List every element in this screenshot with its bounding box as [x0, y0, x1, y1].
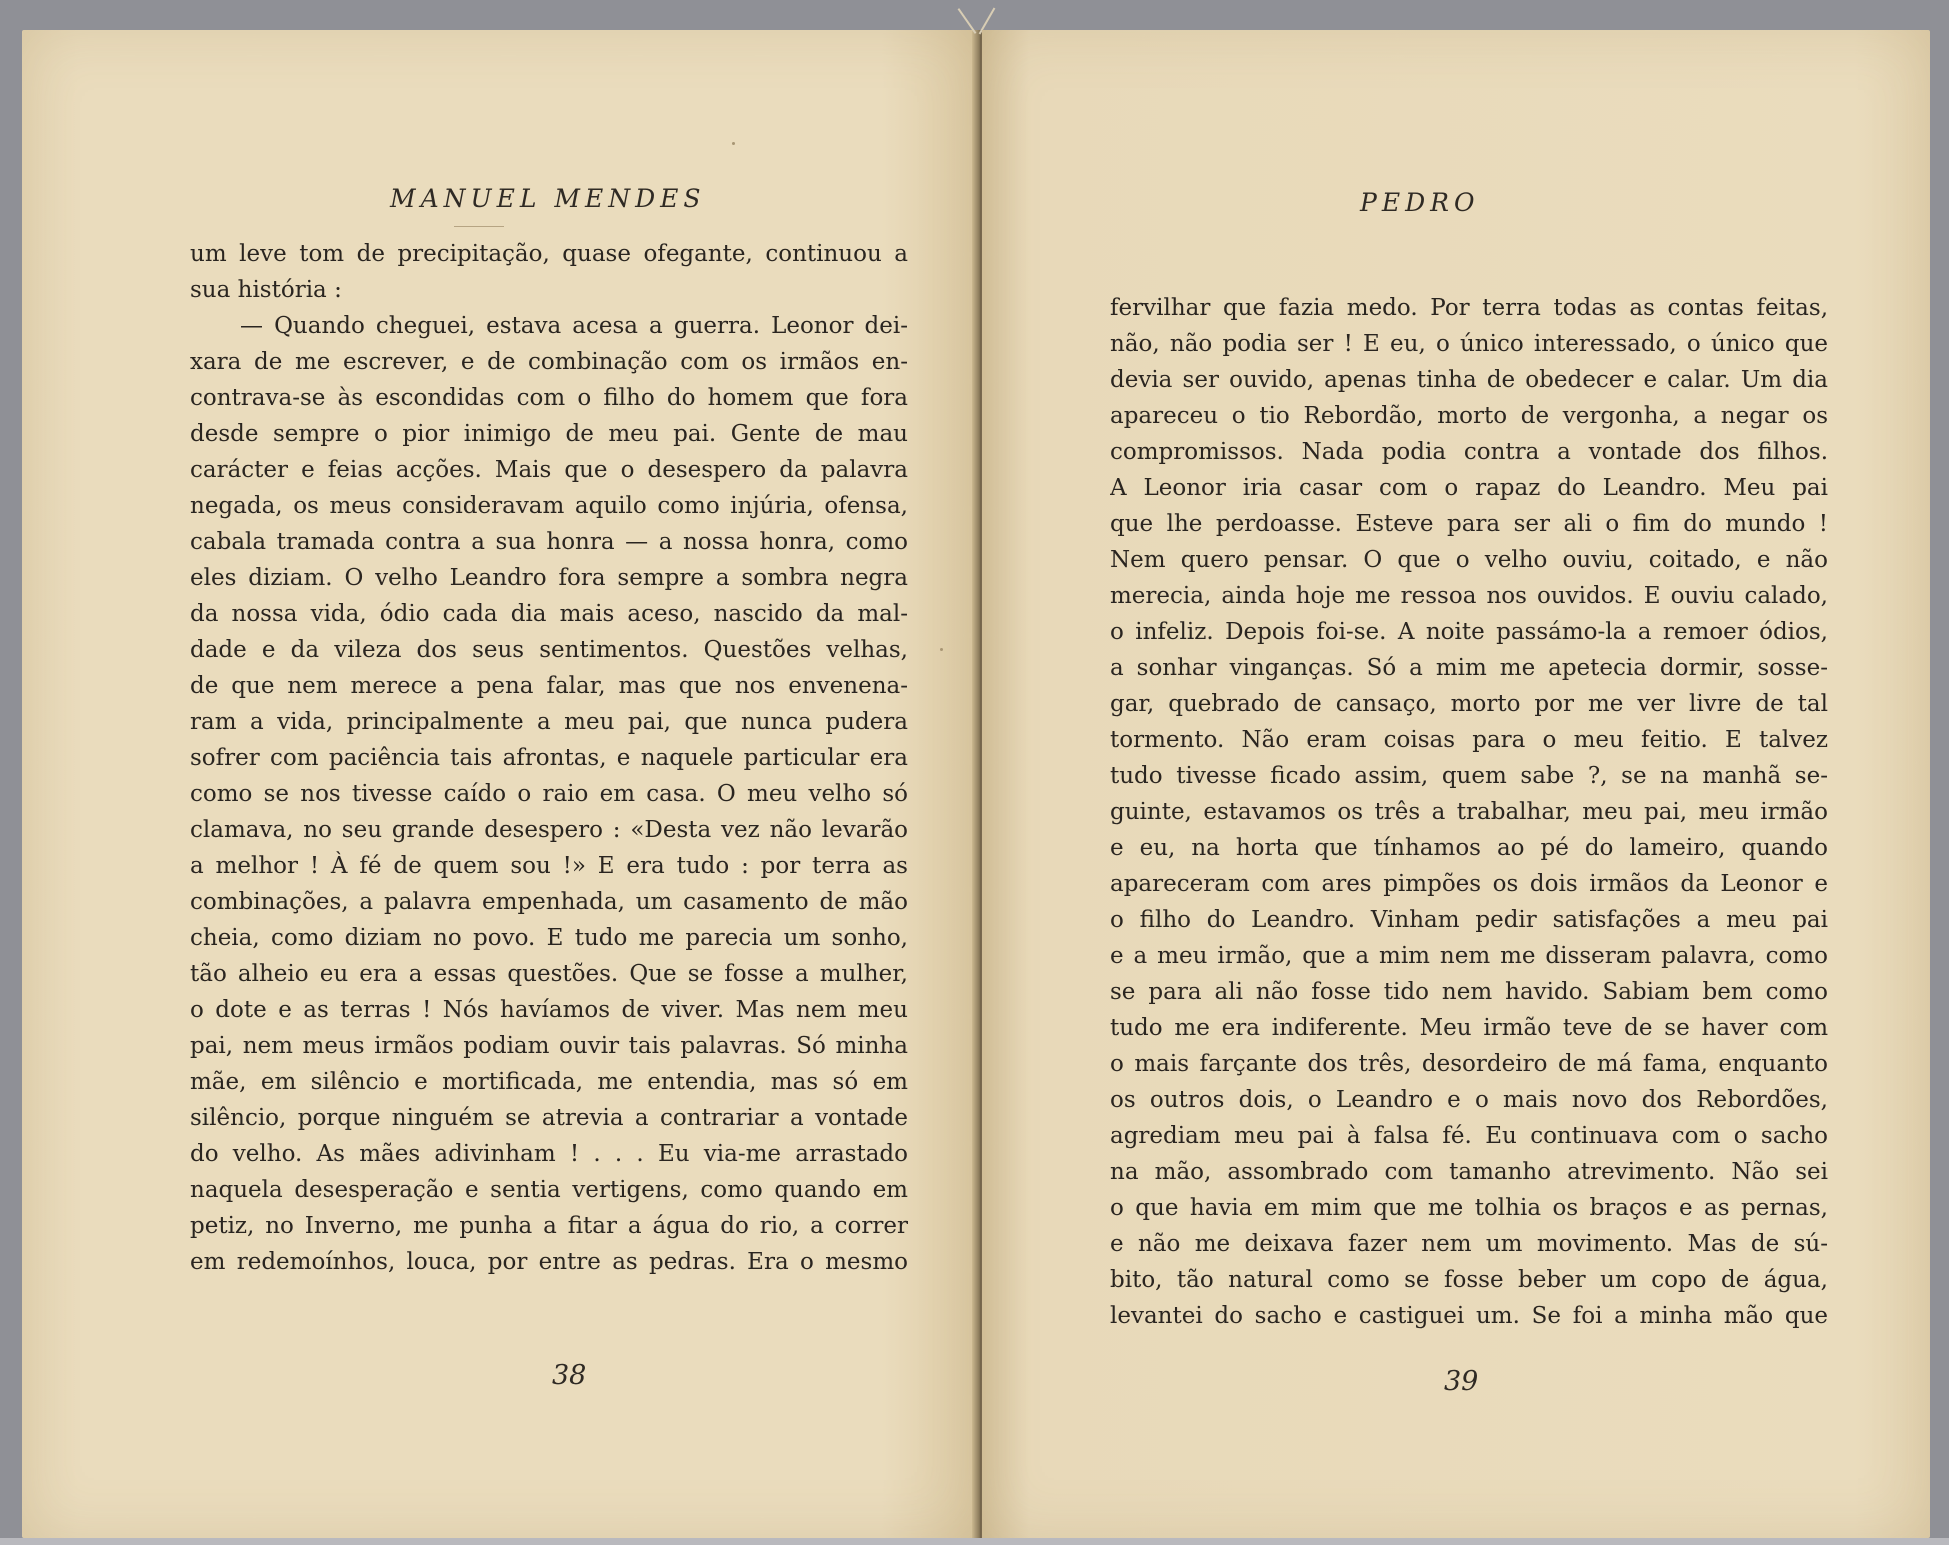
text-line: petiz, no Inverno, me punha a fitar a água do rio, a correr: [190, 1213, 908, 1239]
text-line: se para ali não fosse tido nem havido. Sabiam bem como: [1110, 979, 1828, 1005]
text-line: o dote e as terras ! Nós havíamos de viver. Mas nem meu: [190, 997, 908, 1023]
text-line: um leve tom de precipitação, quase ofegante, continuou a: [190, 241, 908, 267]
text-line: xara de me escrever, e de combinação com os irmãos en-: [190, 349, 908, 375]
text-line: em redemoínhos, louca, por entre as pedras. Era o mesmo: [190, 1249, 908, 1275]
text-line: mãe, em silêncio e mortificada, me entendia, mas só em: [190, 1069, 908, 1095]
text-line: merecia, ainda hoje me ressoa nos ouvidos. E ouviu calado,: [1110, 583, 1828, 609]
text-line: devia ser ouvido, apenas tinha de obedecer e calar. Um dia: [1110, 367, 1828, 393]
text-line: pai, nem meus irmãos podiam ouvir tais palavras. Só minha: [190, 1033, 908, 1059]
text-line: como se nos tivesse caído o raio em casa. O meu velho só: [190, 781, 908, 807]
text-line: da nossa vida, ódio cada dia mais aceso, nascido da mal-: [190, 601, 908, 627]
text-line: do velho. As mães adivinham ! . . . Eu via-me arrastado: [190, 1141, 908, 1167]
left-page-text: [190, 236, 908, 1280]
left-page: [22, 30, 977, 1538]
text-line: Nem quero pensar. O que o velho ouviu, coitado, e não: [1110, 547, 1828, 573]
head-rule: [454, 226, 504, 227]
text-line: gar, quebrado de cansaço, morto por me ver livre de tal: [1110, 691, 1828, 717]
text-line: o filho do Leandro. Vinham pedir satisfações a meu pai: [1110, 907, 1828, 933]
text-line: e não me deixava fazer nem um movimento. Mas de sú-: [1110, 1231, 1828, 1257]
text-line: clamava, no seu grande desespero : «Desta vez não levarão: [190, 817, 908, 843]
paper-speck: [732, 142, 735, 145]
text-line: — Quando cheguei, estava acesa a guerra. Leonor dei-: [240, 313, 908, 339]
text-line: eles diziam. O velho Leandro fora sempre a sombra negra: [190, 565, 908, 591]
text-line: que lhe perdoasse. Esteve para ser ali o fim do mundo !: [1110, 511, 1828, 537]
text-line: cheia, como diziam no povo. E tudo me parecia um sonho,: [190, 925, 908, 951]
text-line: e a meu irmão, que a mim nem me disseram palavra, como: [1110, 943, 1828, 969]
text-line: agrediam meu pai à falsa fé. Eu continuava com o sacho: [1110, 1123, 1828, 1149]
scanner-bed-edge: [0, 1538, 1949, 1545]
text-line: a sonhar vinganças. Só a mim me apetecia dormir, sosse-: [1110, 655, 1828, 681]
right-page-text: [1110, 290, 1828, 1334]
text-line: o que havia em mim que me tolhia os braços e as pernas,: [1110, 1195, 1828, 1221]
right-page: [982, 30, 1930, 1538]
text-line: desde sempre o pior inimigo de meu pai. Gente de mau: [190, 421, 908, 447]
text-line: cabala tramada contra a sua honra — a nossa honra, como: [190, 529, 908, 555]
text-line: ram a vida, principalmente a meu pai, que nunca pudera: [190, 709, 908, 735]
text-line: dade e da vileza dos seus sentimentos. Questões velhas,: [190, 637, 908, 663]
text-line: na mão, assombrado com tamanho atrevimento. Não sei: [1110, 1159, 1828, 1185]
text-line: tormento. Não eram coisas para o meu feitio. E talvez: [1110, 727, 1828, 753]
text-line: bito, tão natural como se fosse beber um copo de água,: [1110, 1267, 1828, 1293]
text-line: e eu, na horta que tínhamos ao pé do lameiro, quando: [1110, 835, 1828, 861]
page-number-right: 39: [1444, 1366, 1479, 1397]
text-line: tão alheio eu era a essas questões. Que se fosse a mulher,: [190, 961, 908, 987]
paper-speck: [940, 648, 943, 651]
text-line: levantei do sacho e castiguei um. Se foi a minha mão que: [1110, 1303, 1828, 1329]
text-line: sua história :: [190, 277, 342, 303]
text-line: o infeliz. Depois foi-se. A noite passámo-la a remoer ódios,: [1110, 619, 1828, 645]
text-line: A Leonor iria casar com o rapaz do Leandro. Meu pai: [1110, 475, 1828, 501]
text-line: combinações, a palavra empenhada, um casamento de mão: [190, 889, 908, 915]
text-line: silêncio, porque ninguém se atrevia a contrariar a vontade: [190, 1105, 908, 1131]
text-line: os outros dois, o Leandro e o mais novo dos Rebordões,: [1110, 1087, 1828, 1113]
book-spread: [22, 30, 1930, 1540]
text-line: de que nem merece a pena falar, mas que nos envenena-: [190, 673, 908, 699]
text-line: naquela desesperação e sentia vertigens, como quando em: [190, 1177, 908, 1203]
text-line: tudo tivesse ficado assim, quem sabe ?, se na manhã se-: [1110, 763, 1828, 789]
running-head-title: PEDRO: [1360, 188, 1480, 217]
text-line: a melhor ! À fé de quem sou !» E era tudo : por terra as: [190, 853, 908, 879]
text-line: apareceu o tio Rebordão, morto de vergonha, a negar os: [1110, 403, 1828, 429]
text-line: guinte, estavamos os três a trabalhar, meu pai, meu irmão: [1110, 799, 1828, 825]
text-line: carácter e feias acções. Mais que o desespero da palavra: [190, 457, 908, 483]
text-line: não, não podia ser ! E eu, o único interessado, o único que: [1110, 331, 1828, 357]
text-line: negada, os meus consideravam aquilo como injúria, ofensa,: [190, 493, 908, 519]
running-head-author: MANUEL MENDES: [390, 184, 706, 213]
page-number-left: 38: [552, 1360, 587, 1391]
text-line: fervilhar que fazia medo. Por terra todas as contas feitas,: [1110, 295, 1828, 321]
text-line: sofrer com paciência tais afrontas, e naquele particular era: [190, 745, 908, 771]
text-line: o mais farçante dos três, desordeiro de má fama, enquanto: [1110, 1051, 1828, 1077]
text-line: apareceram com ares pimpões os dois irmãos da Leonor e: [1110, 871, 1828, 897]
text-line: contrava-se às escondidas com o filho do homem que fora: [190, 385, 908, 411]
text-line: compromissos. Nada podia contra a vontade dos filhos.: [1110, 439, 1828, 465]
text-line: tudo me era indiferente. Meu irmão teve de se haver com: [1110, 1015, 1828, 1041]
